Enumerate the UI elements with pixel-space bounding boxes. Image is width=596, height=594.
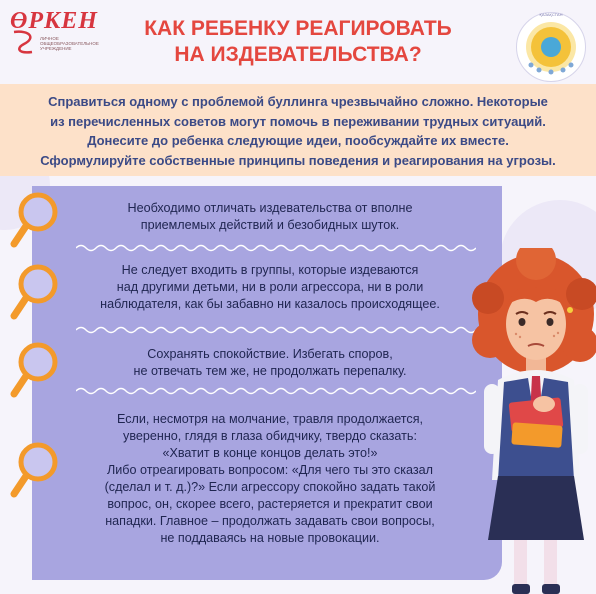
intro-line-4: Сформулируйте собственные принципы поведения и реагирования на угрозы. <box>40 152 556 168</box>
divider-wave <box>76 243 476 253</box>
tip-1-line-2: приемлемых действий и безобидных шуток. <box>140 218 400 232</box>
divider-wave <box>76 325 476 335</box>
tip-2 <box>66 262 474 313</box>
tip-3 <box>70 346 470 380</box>
seal-emblem <box>516 12 586 82</box>
tip-4-line-4: Либо отреагировать вопросом: «Для чего ты это сказал <box>107 463 433 477</box>
divider-wave <box>76 386 476 396</box>
tip-3-line-2: не отвечать тем же, не продолжать перепалку. <box>133 364 407 378</box>
tip-4-line-6: вопрос, он, скорее всего, растеряется и прекратит свои <box>107 497 433 511</box>
tip-1-line-1: Необходимо отличать издевательства от вполне <box>127 201 413 215</box>
magnifier-icon <box>8 440 64 500</box>
magnifier-icon <box>8 340 64 400</box>
tip-2-line-1: Не следует входить в группы, которые издеваются <box>121 263 419 277</box>
tip-2-line-2: над другими детьми, ни в роли агрессора, ни в роли <box>116 280 424 294</box>
seal-figures-icon <box>517 13 585 81</box>
intro-text <box>10 92 586 170</box>
intro-line-2: из перечисленных советов могут помочь в переживании трудных ситуаций. <box>50 113 546 129</box>
tip-4-line-8: не поддаваясь на новые провокации. <box>160 531 380 545</box>
magnifier-icon <box>8 262 64 322</box>
logo-subtext: ЛИЧНОЕ ОБЩЕОБРАЗОВАТЕЛЬНОЕ УЧРЕЖДЕНИЕ <box>40 36 99 51</box>
tip-4-line-1: Если, несмотря на молчание, травля продолжается, <box>116 412 424 426</box>
title-line-2: НА ИЗДЕВАТЕЛЬСТВА? <box>174 43 422 66</box>
seal-text: ҚАЗАҚСТАН <box>539 12 563 17</box>
title-line-1: КАК РЕБЕНКУ РЕАГИРОВАТЬ <box>144 17 452 40</box>
tip-4-line-2: уверенно, глядя в глаза обидчику, твердо сказать: <box>123 429 417 443</box>
tip-4-line-5: (сделал и т. д.)?» Если агрессору спокойно задать такой <box>104 480 436 494</box>
tip-2-line-3: наблюдателя, как бы забавно ни казалось происходящее. <box>100 297 440 311</box>
logo-text: ӨРКЕН <box>10 8 98 34</box>
intro-line-3: Донесите до ребенка следующие идеи, пообсуждайте их вместе. <box>87 133 509 148</box>
page-title <box>120 16 476 68</box>
tip-3-line-1: Сохранять спокойствие. Избегать споров, <box>147 347 393 361</box>
girl-illustration <box>470 248 596 594</box>
tip-4-line-3: «Хватит в конце концов делать это!» <box>162 446 378 460</box>
intro-band <box>0 84 596 176</box>
tip-1 <box>70 200 470 234</box>
tip-4-line-7: нападки. Главное – продолжать задавать свои вопросы, <box>105 514 435 528</box>
orken-logo <box>10 8 110 52</box>
tip-4 <box>62 411 478 547</box>
magnifier-icon <box>8 190 64 250</box>
intro-line-1: Справиться одному с проблемой буллинга чрезвычайно сложно. Некоторые <box>48 94 548 109</box>
